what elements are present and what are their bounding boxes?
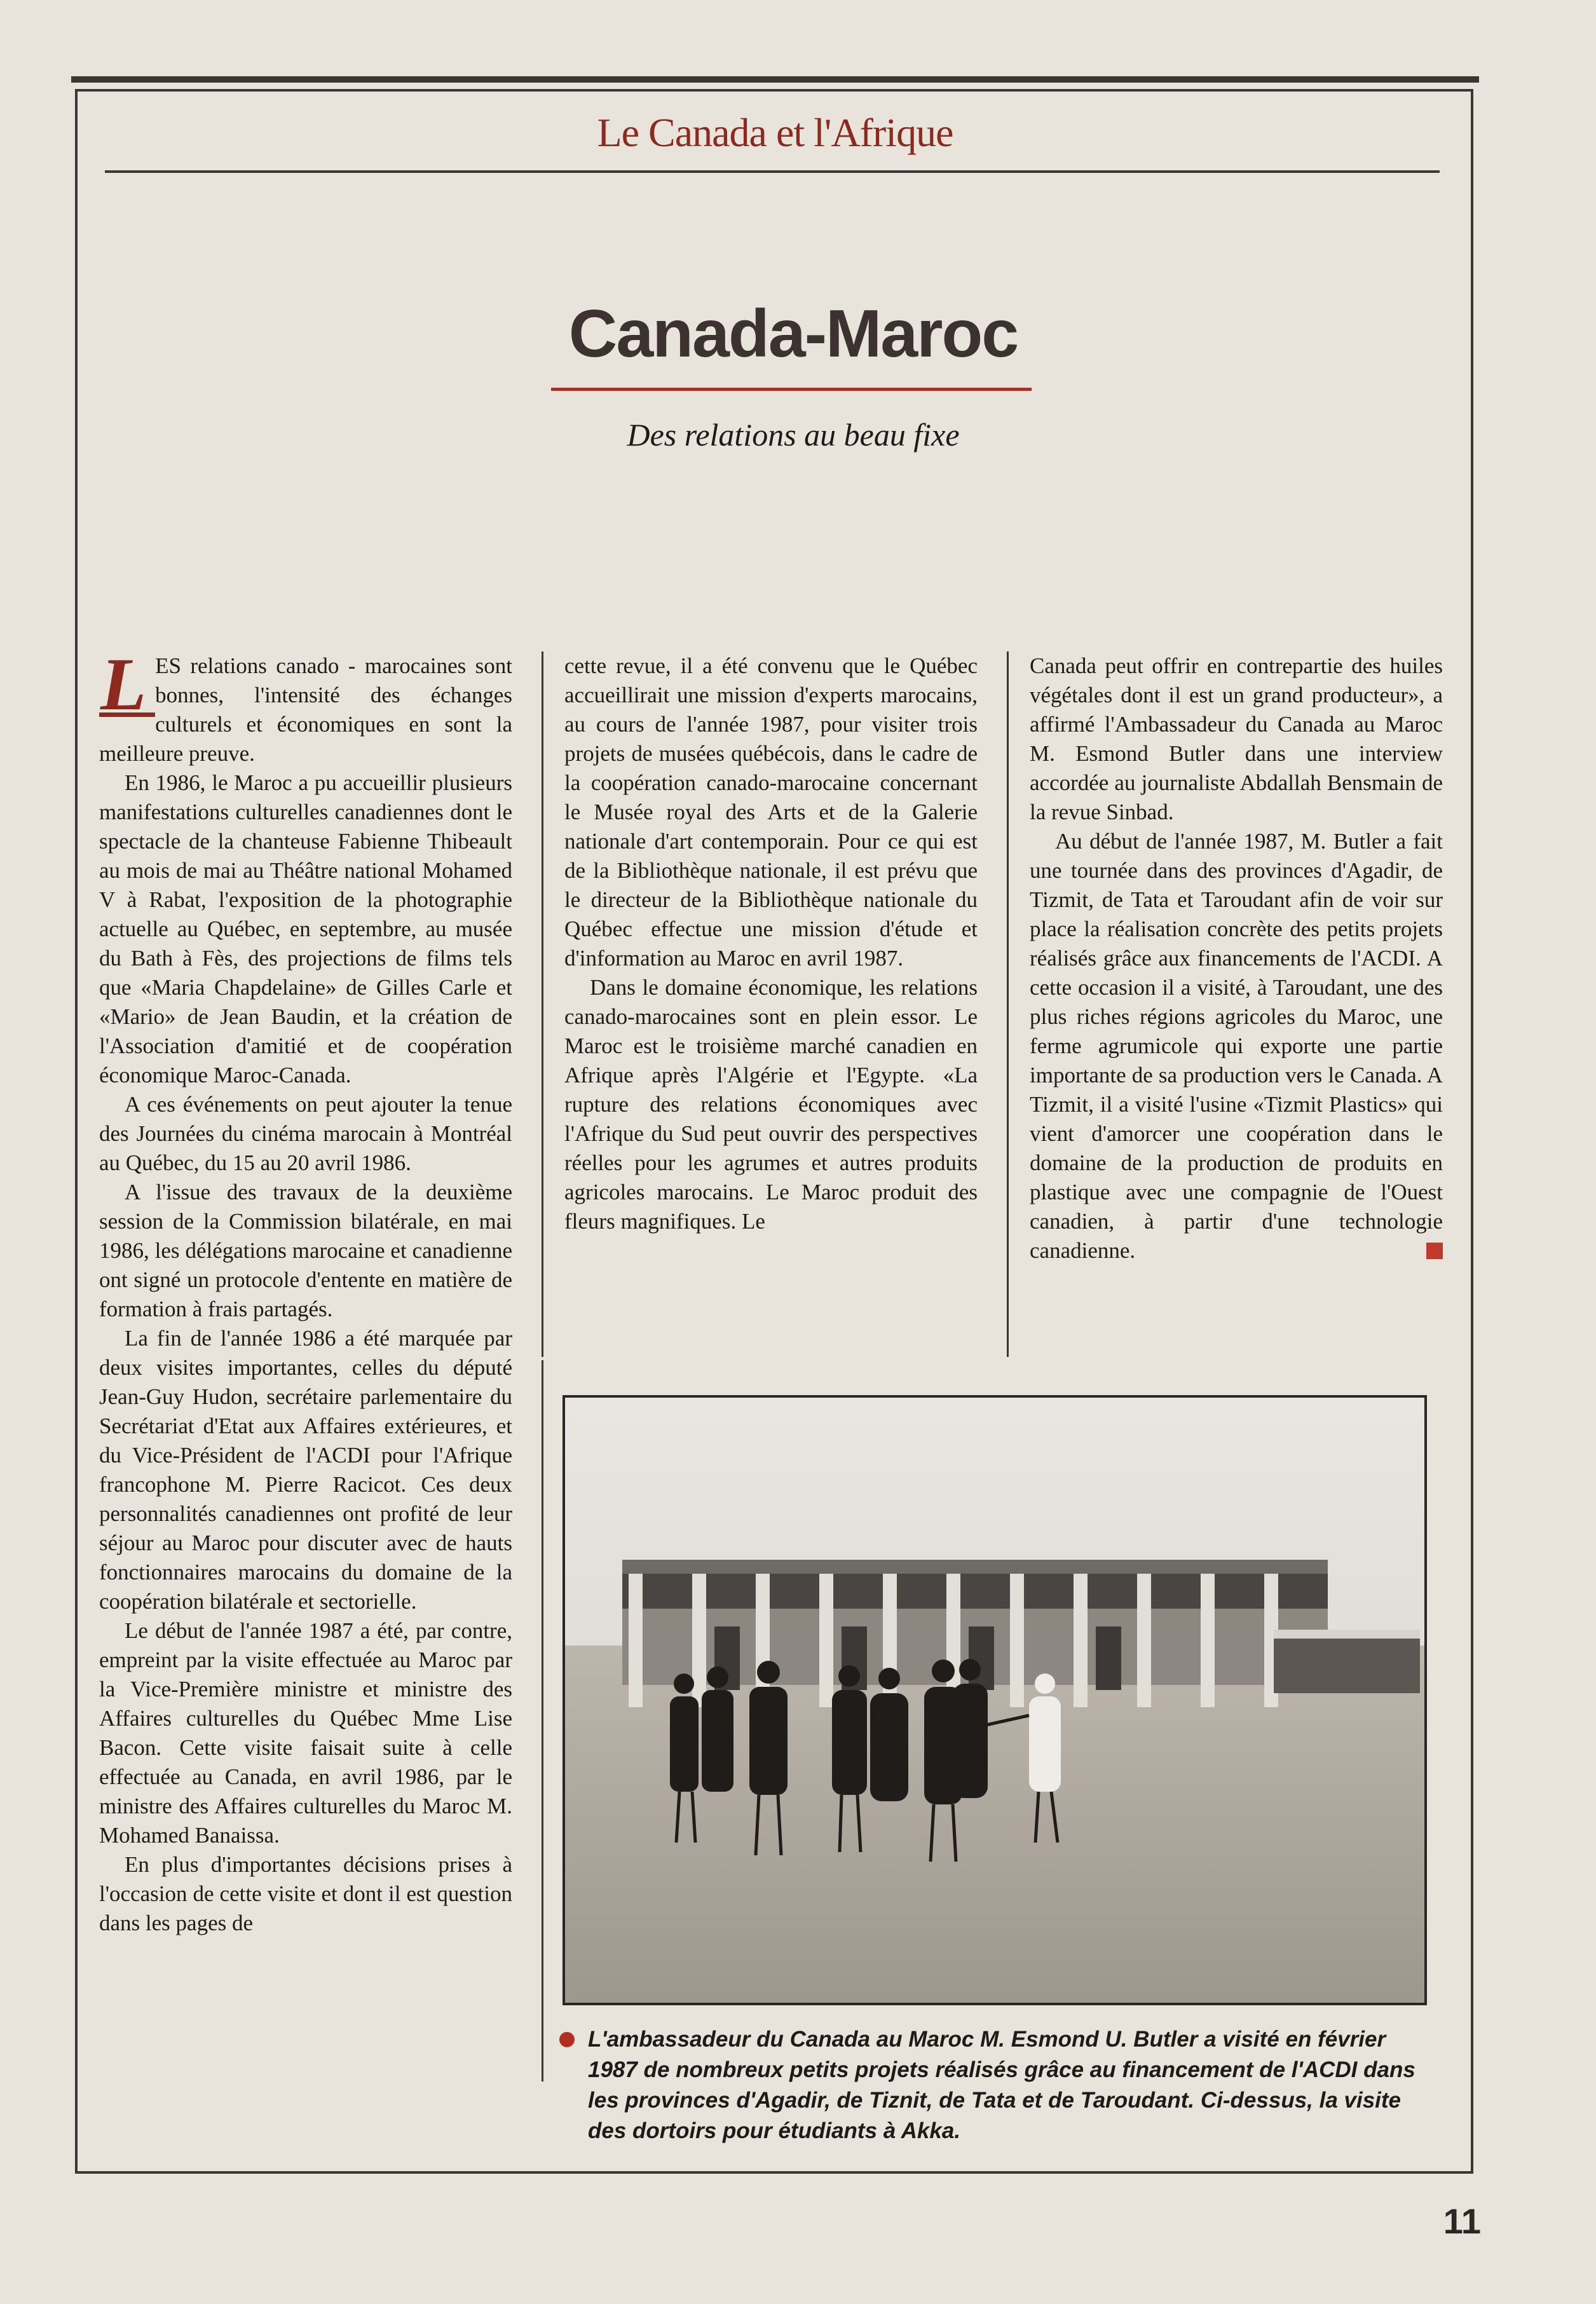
paragraph: En 1986, le Maroc a pu accueillir plusieurs manifestations culturelles canadiennes dont le spectacle de la chanteuse Fabienne Thibeault au mois de mai au Théâtre national Mohamed V à Rabat, l'exposition de la photographie actuelle au Québec, en septembre, au musée du Bath à Fès, des projections de films tels que «Maria Chapdelaine» de Gilles Carle et «Mario» de Jean Baudin, et la création de l'Association d'amitié et de coopération économique Maroc-Canada. bbox=[99, 770, 512, 1087]
article-column-1 bbox=[99, 643, 512, 1938]
column-divider bbox=[542, 1360, 543, 2082]
paragraph-text: Au début de l'année 1987, M. Butler a fait une tournée dans des provinces d'Agadir, de Tizmit, de Tata et Taroudant afin de voir sur place la réalisation concrète des petits projets réalisés grâce aux financements de l'ACDI. A cette occasion il a visité, à Taroudant, une des plus riches régions agricoles du Maroc, une ferme agrumicole qui exporte une partie importante de sa production vers le Canada. A Tizmit, il a visité l'usine «Tizmit Plastics» qui vient d'amorcer une coopération dans le domaine de la production de produits en plastique avec une compagnie de l'Ouest canadien, à partir d'une technologie canadienne. bbox=[1030, 829, 1443, 1263]
article-column-2 bbox=[564, 651, 978, 1236]
article-column-3 bbox=[1030, 651, 1443, 1265]
paragraph: A ces événements on peut ajouter la tenue des Journées du cinéma marocain à Montréal au Québec, du 15 au 20 avril 1986. bbox=[99, 1092, 512, 1175]
header-rule bbox=[105, 170, 1440, 173]
paragraph: En plus d'importantes décisions prises à l'occasion de cette visite et dont il est question dans les pages de bbox=[99, 1852, 512, 1935]
paragraph: cette revue, il a été convenu que le Québec accueillirait une mission d'experts marocains, au cours de l'année 1987, pour visiter trois projets de musées québécois, dans le cadre de la coopération canado-marocaine concernant le Musée royal des Arts et de la Galerie nationale d'art contemporain. Pour ce qui est de la Bibliothèque nationale, il est prévu que le directeur de la Bibliothèque nationale du Québec effectue une mission d'étude et d'information au Maroc en avril 1987. bbox=[564, 653, 978, 971]
title-rule bbox=[551, 388, 1032, 391]
paragraph: Le début de l'année 1987 a été, par contre, empreint par la visite effectuée au Maroc par la Vice-Première ministre et ministre des Affaires culturelles du Québec Mme Lise Bacon. Cette visite faisait suite à celle effectuée au Canada, en avril 1986, par le ministre des Affaires culturelles du Maroc M. Mohamed Banaissa. bbox=[99, 1618, 512, 1848]
bullet-icon bbox=[559, 2032, 575, 2047]
dropcap: L bbox=[99, 654, 155, 717]
photo-dormitory-visit bbox=[563, 1395, 1427, 2005]
photo-illustration bbox=[565, 1398, 1424, 2003]
end-of-article-mark bbox=[1426, 1243, 1443, 1259]
page-number: 11 bbox=[1443, 2201, 1481, 2241]
paragraph: A l'issue des travaux de la deuxième session de la Commission bilatérale, en mai 1986, les délégations marocaine et canadienne ont signé un protocole d'entente en matière de formation à frais partagés. bbox=[99, 1180, 512, 1321]
paragraph: Dans le domaine économique, les relations canado-marocaines sont en plein essor. Le Maroc est le troisième marché canadien en Afrique après l'Algérie et l'Egypte. «La rupture des relations économiques avec l'Afrique du Sud peut ouvrir des perspectives réelles pour les agrumes et autres produits agricoles marocains. Le Maroc produit des fleurs magnifiques. Le bbox=[564, 975, 978, 1234]
column-divider bbox=[542, 651, 543, 1357]
paragraph: Canada peut offrir en contrepartie des huiles végétales dont il est un grand producteur», a affirmé l'Ambassadeur du Canada au Maroc M. Esmond Butler dans une interview accordée au journaliste Abdallah Bensmain de la revue Sinbad. bbox=[1030, 653, 1443, 824]
section-header: Le Canada et l'Afrique bbox=[597, 110, 953, 155]
photo-caption: L'ambassadeur du Canada au Maroc M. Esmond U. Butler a visité en février 1987 de nombreux petits projets réalisés grâce au financement de l'ACDI dans les provinces d'Agadir, de Tiznit, de Tata et de Taroudant. Ci-dessus, la visite des dortoirs pour étudiants à Akka. bbox=[588, 2027, 1415, 2143]
top-rule bbox=[71, 76, 1479, 83]
article-subtitle: Des relations au beau fixe bbox=[627, 417, 960, 453]
paragraph: La fin de l'année 1986 a été marquée par deux visites importantes, celles du député Jean-Guy Hudon, secrétaire parlementaire du Secrétariat d'Etat aux Affaires extérieures, et du Vice-Président de l'ACDI pour l'Afrique francophone M. Pierre Racicot. Ces deux personnalités canadiennes ont profité de leur séjour au Maroc pour discuter avec de hauts fonctionnaires marocains du domaine de la coopération bilatérale et sectorielle. bbox=[99, 1326, 512, 1614]
column-divider bbox=[1007, 651, 1009, 1357]
article-title: Canada-Maroc bbox=[568, 296, 1018, 371]
paragraph-text: ES relations canado - marocaines sont bonnes, l'intensité des échanges culturels et économiques en sont la meilleure preuve. bbox=[99, 653, 512, 766]
